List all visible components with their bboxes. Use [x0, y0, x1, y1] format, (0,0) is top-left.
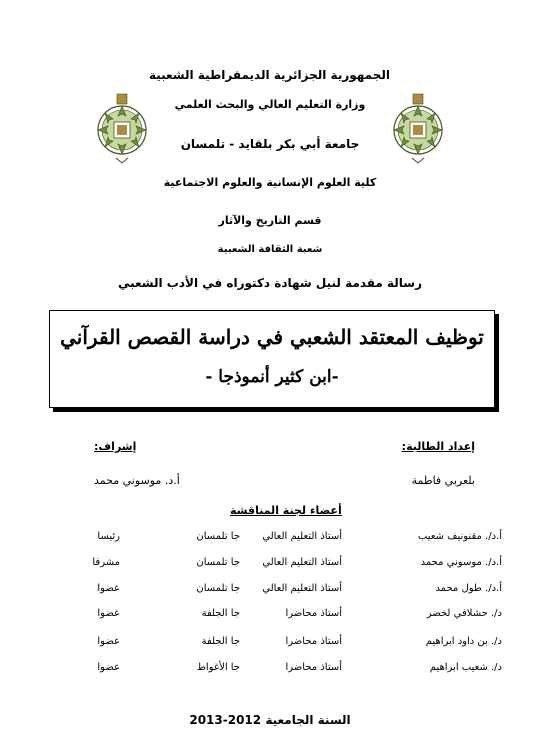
member-rank: أستاذ التعليم العالي [262, 531, 342, 542]
committee-row [0, 608, 540, 624]
member-name: د/. شعيب ابراهيم [429, 662, 502, 673]
member-university: جا تلمسان [196, 583, 240, 594]
member-role: رئيسا [97, 531, 120, 542]
member-role: عضوا [97, 583, 120, 594]
republic-name: الجمهورية الجزائرية الديمقراطية الشعبية [148, 68, 390, 82]
member-rank: أستاذ التعليم العالي [262, 583, 342, 594]
member-university: جا الأغواط [196, 662, 240, 673]
member-name: د/. حشلافي لخضر [426, 608, 502, 619]
committee-row [0, 557, 540, 573]
member-name: د/. بن داود ابراهيم [425, 636, 502, 647]
university-emblem-left [92, 92, 152, 164]
committee-heading: أعضاء لجنة المناقشة [230, 504, 342, 517]
member-rank: أستاذ محاضرا [285, 636, 342, 647]
member-name: أ.د/. موسوني محمد [420, 557, 502, 568]
department-name: قسم التاريخ والآثار [218, 214, 322, 227]
member-name: أ.د/. طول محمد [435, 583, 502, 594]
committee-row [0, 531, 540, 547]
ministry-name: وزارة التعليم العالي والبحث العلمي [174, 98, 366, 111]
faculty-name: كلية العلوم الإنسانية والعلوم الاجتماعية [163, 176, 377, 189]
thesis-subtitle: -ابن كثير أنموذجا - [205, 367, 339, 387]
member-role: عضوا [97, 608, 120, 619]
university-emblem-right [388, 92, 448, 164]
student-label: إعداد الطالبة: [401, 440, 475, 453]
member-rank: أستاذ التعليم العالي [262, 557, 342, 568]
academic-year: السنة الجامعية 2012-2013 [189, 713, 351, 727]
university-name: جامعة أبي بكر بلقايد - تلمسان [180, 137, 360, 151]
supervisor-name: أ.د. موسوني محمد [94, 474, 180, 487]
committee-row [0, 636, 540, 652]
supervisor-label: إشراف: [94, 440, 137, 453]
committee-row [0, 583, 540, 599]
thesis-type: رسالة مقدمة لنيل شهادة دكتوراه في الأدب الشعبي [117, 276, 422, 290]
member-name: أ.د/. مقنونيف شعيب [417, 531, 502, 542]
student-name: بلعربي فاطمة [411, 474, 475, 487]
member-role: عضوا [97, 636, 120, 647]
member-university: جا تلمسان [196, 531, 240, 542]
member-role: مشرفا [92, 557, 120, 568]
member-rank: أستاذ محاضرا [285, 662, 342, 673]
committee-row [0, 662, 540, 678]
thesis-title-box [49, 310, 495, 408]
branch-name: شعبة الثقافة الشعبية [217, 244, 323, 255]
member-role: عضوا [97, 662, 120, 673]
member-university: جا الجلفة [201, 608, 240, 619]
member-university: جا تلمسان [196, 557, 240, 568]
member-rank: أستاذ محاضرا [285, 608, 342, 619]
member-university: جا الجلفة [201, 636, 240, 647]
thesis-title: توظيف المعتقد الشعبي في دراسة القصص القرآني [60, 325, 484, 349]
